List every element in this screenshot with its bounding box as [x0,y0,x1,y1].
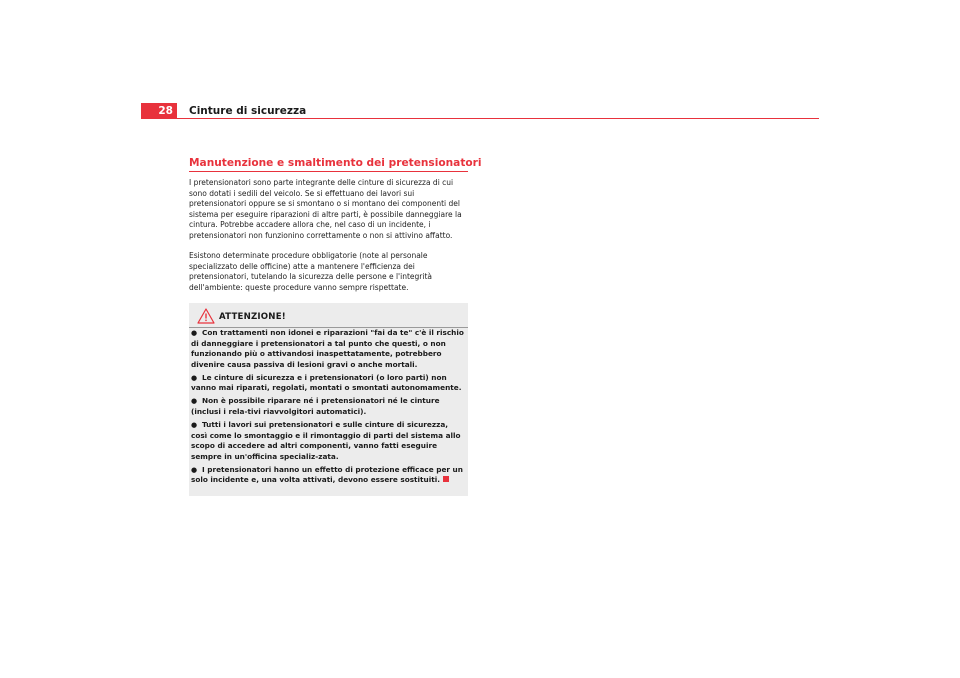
bullet-icon: ● [191,373,198,382]
warning-item: ● Tutti i lavori sui pretensionatori e sulle cinture di sicurezza, così come lo smontaggio e il rimontaggio di parti del sistema allo scopo di accedere ad altri componenti, vanno fatti eseguire sempre in un'officina specializ-zata. [191,419,461,461]
warning-triangle-icon [197,308,215,324]
warning-item: ● Le cinture di sicurezza e i pretensionatori (o loro parti) non vanno mai riparati, regolati, montati o smontati autonomamente. [191,372,462,393]
header-divider [141,118,819,119]
bullet-icon: ● [191,329,198,337]
warning-item: ● Con trattamenti non idonei e riparazioni "fai da te" c'è il rischio di danneggiare i pretensionatori a tal punto che questi, o non funzionando più o attivandosi inaspettatamente, potrebbero divenire causa passiva di lesioni gravi o anche mortali. [191,328,464,369]
running-header-title: Cinture di sicurezza [189,105,307,117]
section-title-underline [189,171,468,172]
section-title: Manutenzione e smaltimento dei pretensionatori [189,157,482,169]
warning-item: ● I pretensionatori hanno un effetto di protezione efficace per un solo incidente e, una volta attivati, devono essere sostituiti. [191,464,463,485]
body-paragraph-2: Esistono determinate procedure obbligatorie (note al personale specializzato delle officine) atte a mantenere l'efficienza dei pretensionatori, tutelando la sicurezza delle persone e l'integrità dell'ambiente: queste procedure vanno sempre rispettate. [189,251,432,292]
bullet-icon: ● [191,397,198,406]
end-of-section-mark [443,476,449,482]
warning-header [189,303,468,327]
warning-title: ATTENZIONE! [219,312,286,322]
bullet-icon: ● [191,420,198,429]
page-number: 28 [141,103,177,119]
warning-item: ● Non è possibile riparare né i pretensionatori né le cinture (inclusi i rela-tivi riavvolgitori automatici). [191,396,440,416]
warning-box [189,303,468,496]
warning-list [189,328,468,488]
body-paragraph-1: I pretensionatori sono parte integrante delle cinture di sicurezza di cui sono dotati i sedili del veicolo. Se si effettuano dei lavori sui pretensionatori oppure se si smontano o si montano dei componenti del sistema per eseguire riparazioni di altre parti, è possibile danneggiare la cintura. Potrebbe accadere allora che, nel caso di un incidente, i pretensionatori non funzionino correttamente o non si attivino affatto. [189,178,462,240]
bullet-icon: ● [191,465,198,474]
